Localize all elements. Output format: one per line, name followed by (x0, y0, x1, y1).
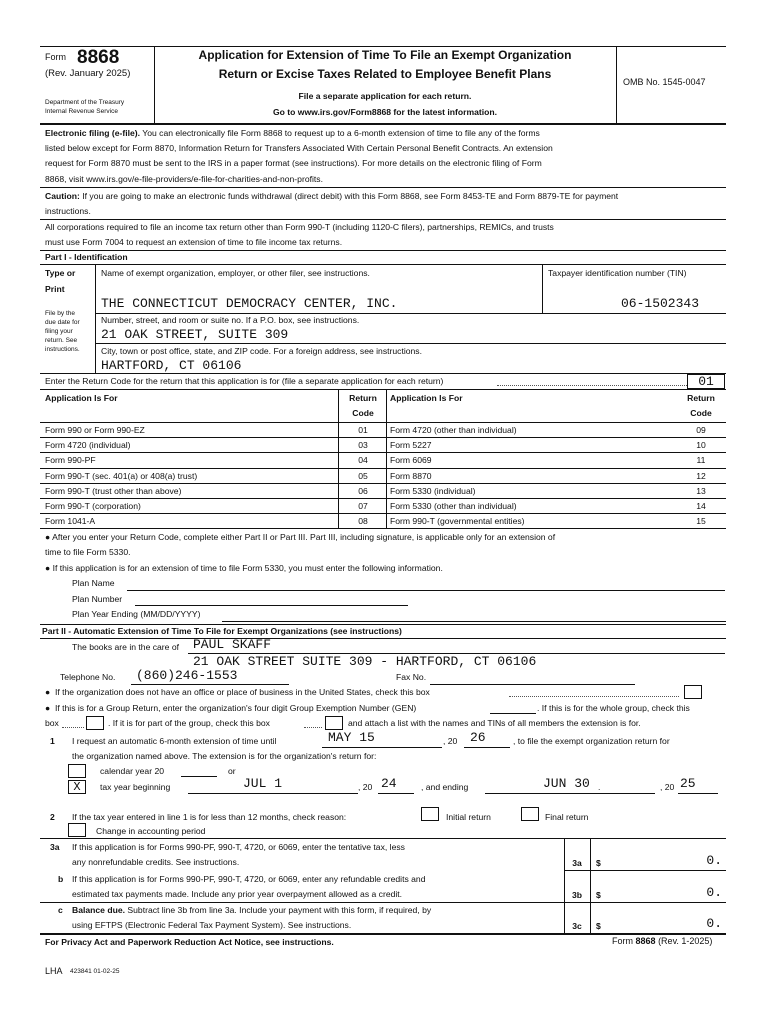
initial-return-label: Initial return (446, 812, 491, 822)
table-row-right-code: 15 (696, 516, 706, 527)
table-row-left-name: Form 990 or Form 990-EZ (45, 425, 145, 435)
table-row-left-name: Form 4720 (individual) (45, 440, 131, 451)
fax-label: Fax No. (396, 672, 427, 682)
line3c-text2: using EFTPS (Electronic Federal Tax Payment System). See instructions. (72, 920, 352, 930)
line1-text-b: , to file the exempt organization return for (513, 736, 670, 746)
table-row-right-code: 09 (696, 425, 706, 435)
col-code-left: Code (352, 408, 374, 418)
tax-end-year-prefix: , 20 (660, 782, 675, 792)
col-app-left: Application Is For (45, 393, 118, 403)
form-word: Form (45, 52, 66, 62)
tax-year-begin-date[interactable]: JUL 1 (243, 776, 283, 791)
table-row-left-code: 05 (358, 470, 368, 481)
line3c-number: c (58, 905, 63, 915)
plan-name-line[interactable] (127, 590, 725, 591)
efile-line3: request for Form 8870 must be sent to the IRS in a paper format (see instructions). For more details on the electronic filing of Form (45, 158, 542, 168)
part2-heading: Part II - Automatic Extension of Time To File for Exempt Organizations (see instructions) (42, 626, 402, 636)
form-reference: Form 8868 (Rev. 1-2025) (612, 936, 713, 946)
line3a-number: 3a (50, 842, 60, 852)
calendar-year-line[interactable] (181, 776, 217, 777)
efile-line1: Electronic filing (e-file). You can electronically file Form 8868 to request up to a 6-month extension of time to file any of the forms (45, 128, 540, 138)
dept-line1: Department of the Treasury (45, 99, 125, 106)
tax-year-check-mark: X (73, 780, 81, 794)
plan-number-line[interactable] (135, 605, 408, 606)
line3b-amount[interactable]: 0. (706, 885, 722, 900)
form-code: 423841 01-02-25 (70, 968, 120, 975)
table-row-left-code: 01 (358, 425, 368, 435)
phone-label: Telephone No. (60, 672, 116, 682)
whole-group-checkbox[interactable] (86, 716, 104, 730)
corp-line2: must use Form 7004 to request an extension of time to file income tax returns. (45, 237, 343, 247)
part-group-checkbox[interactable] (325, 716, 343, 730)
line1-number: 1 (50, 736, 55, 746)
street-value[interactable]: 21 OAK STREET, SUITE 309 (101, 327, 289, 342)
group-line1b: . If this is for the whole group, check this (537, 703, 690, 713)
line3a-amount[interactable]: 0. (706, 853, 722, 868)
print-label: Print (45, 284, 65, 294)
line3b-text1: If this application is for Forms 990-PF, 990-T, 4720, or 6069, enter any refundable credits and (72, 874, 426, 884)
plan-year-line[interactable] (222, 621, 726, 622)
table-row-left-name: Form 990-T (trust other than above) (45, 485, 182, 496)
table-row-left-code: 08 (358, 516, 368, 527)
group-line2a: box (45, 718, 59, 728)
no-office-checkbox[interactable] (684, 685, 702, 699)
line3a-dollar: $ (596, 858, 601, 868)
or-label: or (228, 766, 236, 776)
return-code-label: Enter the Return Code for the return that this application is for (file a separate application for each return) (45, 376, 444, 386)
tax-year-end-year[interactable]: 25 (680, 776, 696, 791)
table-row-right-code: 13 (696, 485, 706, 496)
line2-text: If the tax year entered in line 1 is for less than 12 months, check reason: (72, 812, 347, 822)
col-return-right: Return (687, 393, 715, 403)
omb-number: OMB No. 1545-0047 (623, 77, 706, 87)
table-bottom-rule (40, 528, 726, 529)
change-period-checkbox[interactable] (68, 823, 86, 837)
table-row-right-code: 12 (696, 470, 706, 481)
note-5330: ● If this application is for an extension of time to file Form 5330, you must enter the following information. (45, 563, 443, 573)
plan-number-label: Plan Number (72, 594, 123, 604)
group-line1: ● If this is for a Group Return, enter the organization's four digit Group Exemption Number (GEN) (45, 703, 417, 713)
plan-year-label: Plan Year Ending (MM/DD/YYYY) (72, 609, 201, 619)
no-office-text: ● If the organization does not have an office or place of business in the United States, check this box (45, 687, 430, 697)
sub-line1: File a separate application for each return. (298, 91, 472, 101)
tax-year-checkbox[interactable] (68, 780, 86, 794)
tin-label: Taxpayer identification number (TIN) (548, 268, 687, 278)
table-row-right-name: Form 5330 (other than individual) (390, 501, 517, 511)
table-row-left-code: 03 (358, 440, 368, 451)
table-row-right-name: Form 5227 (390, 440, 432, 451)
note-return-code-line1: ● After you enter your Return Code, complete either Part II or Part III. Part III, including signature, is applicable only for an extension of (45, 532, 556, 542)
line3b-number: b (58, 874, 64, 884)
col-app-right: Application Is For (390, 393, 463, 403)
line1-year-prefix: , 20 (443, 736, 458, 746)
table-row-right-code: 10 (696, 440, 706, 451)
tax-year-label: tax year beginning (100, 782, 171, 792)
line3c-amount[interactable]: 0. (706, 916, 722, 931)
caution-line1: Caution: If you are going to make an electronic funds withdrawal (direct debit) with this Form 8868, see Form 8453-TE and Form 8879-TE for payment (45, 191, 619, 201)
line2-number: 2 (50, 812, 55, 822)
tax-year-end-date[interactable]: JUN 30 (543, 776, 590, 791)
books-name[interactable]: PAUL SKAFF (193, 637, 272, 652)
sub-line2: Go to www.irs.gov/Form8868 for the latest information. (272, 107, 498, 117)
line3a-text2: any nonrefundable credits. See instructions. (72, 857, 240, 867)
type-or-label: Type or (45, 268, 76, 278)
line3a-text1: If this application is for Forms 990-PF, 990-T, 4720, or 6069, enter the tentative tax, less (72, 842, 405, 852)
plan-name-label: Plan Name (72, 578, 115, 588)
books-label: The books are in the care of (72, 642, 180, 652)
tax-year-begin-year[interactable]: 24 (381, 776, 397, 791)
table-row-left-code: 07 (358, 501, 368, 511)
line3c-box-label: 3c (572, 921, 582, 931)
part1-heading: Part I - Identification (45, 252, 128, 262)
extension-month-day[interactable]: MAY 15 (328, 730, 375, 745)
gen-line[interactable] (490, 713, 536, 714)
org-name-label: Name of exempt organization, employer, or other filer, see instructions. (101, 268, 370, 278)
table-row-left-name: Form 990-T (sec. 401(a) or 408(a) trust) (45, 470, 198, 481)
fax-line[interactable] (430, 684, 635, 685)
books-address[interactable]: 21 OAK STREET SUITE 309 - HARTFORD, CT 06106 (193, 654, 537, 669)
calendar-year-checkbox[interactable] (68, 764, 86, 778)
table-row-right-name: Form 5330 (individual) (390, 485, 476, 496)
note-return-code-line2: time to file Form 5330. (45, 547, 131, 557)
final-return-checkbox[interactable] (521, 807, 539, 821)
table-row-left-code: 06 (358, 485, 368, 496)
group-line2b: . If it is for part of the group, check this box (108, 718, 270, 728)
final-return-label: Final return (545, 812, 589, 822)
calendar-year-label: calendar year 20 (100, 766, 165, 776)
line3c-text1: Balance due. Subtract line 3b from line 3a. Include your payment with this form, if required, by (72, 905, 432, 915)
table-row-left-name: Form 990-T (corporation) (45, 501, 141, 511)
line1-text-c: the organization named above. The extension is for the organization's return for: (72, 751, 377, 761)
initial-return-checkbox[interactable] (421, 807, 439, 821)
city-label: City, town or post office, state, and ZIP code. For a foreign address, see instructions. (101, 346, 422, 356)
tax-begin-year-prefix: , 20 (358, 782, 373, 792)
efile-line2: listed below except for Form 8870, Information Return for Transfers Associated With Certain Personal Benefit Contracts. An extension (45, 143, 553, 153)
line3a-box-label: 3a (572, 858, 582, 868)
end-date-dot: . (598, 782, 601, 792)
corp-line1: All corporations required to file an income tax return other than Form 990-T (including 1120-C filers), partnerships, REMICs, and trusts (45, 222, 554, 232)
line3b-text2: estimated tax payments made. Include any prior year overpayment allowed as a credit. (72, 889, 403, 899)
revision-date: (Rev. January 2025) (45, 68, 131, 79)
city-value[interactable]: HARTFORD, CT 06106 (101, 358, 242, 373)
org-name-value[interactable]: THE CONNECTICUT DEMOCRACY CENTER, INC. (101, 296, 398, 311)
lha-label: LHA (45, 966, 63, 976)
extension-year[interactable]: 26 (470, 730, 486, 745)
line3c-dollar: $ (596, 921, 601, 931)
table-row-right-name: Form 6069 (390, 455, 432, 466)
caution-line2: instructions. (45, 206, 91, 216)
line1-text-a: I request an automatic 6-month extension of time until (72, 736, 277, 746)
table-row-right-code: 14 (696, 501, 706, 511)
group-line2c: and attach a list with the names and TINs of all members the extension is for. (348, 718, 641, 728)
table-row-left-name: Form 990-PF (45, 455, 96, 466)
form-number: 8868 (77, 47, 120, 68)
change-period-label: Change in accounting period (96, 826, 206, 836)
form-title-line1: Application for Extension of Time To File an Exempt Organization (198, 48, 572, 62)
line3b-box-label: 3b (571, 890, 583, 900)
dept-line2: Internal Revenue Service (45, 108, 118, 115)
form-title-line2: Return or Excise Taxes Related to Employee Benefit Plans (218, 67, 552, 81)
privacy-notice: For Privacy Act and Paperwork Reduction Act Notice, see instructions. (45, 937, 334, 947)
file-by-note: File by the due date for filing your return. See instructions. (45, 310, 80, 353)
table-row-right-name: Form 4720 (other than individual) (390, 425, 517, 435)
table-row-right-name: Form 990-T (governmental entities) (390, 516, 525, 527)
and-ending-label: , and ending (421, 782, 469, 792)
line3b-dollar: $ (596, 890, 601, 900)
phone-value[interactable]: (860)246-1553 (136, 668, 238, 683)
return-code-value: 01 (698, 374, 714, 389)
return-code-box[interactable] (687, 374, 725, 389)
table-row-left-name: Form 1041-A (45, 516, 96, 527)
street-label: Number, street, and room or suite no. If a P.O. box, see instructions. (101, 315, 360, 325)
table-row-right-name: Form 8870 (390, 470, 432, 481)
table-row-left-code: 04 (358, 455, 368, 466)
tin-value[interactable]: 06-1502343 (620, 296, 699, 311)
table-row-right-code: 11 (696, 455, 706, 466)
col-return-left: Return (349, 393, 377, 403)
col-code-right: Code (690, 408, 712, 418)
efile-line4: 8868, visit www.irs.gov/e-file-providers/e-file-for-charities-and-non-profits. (45, 174, 323, 184)
